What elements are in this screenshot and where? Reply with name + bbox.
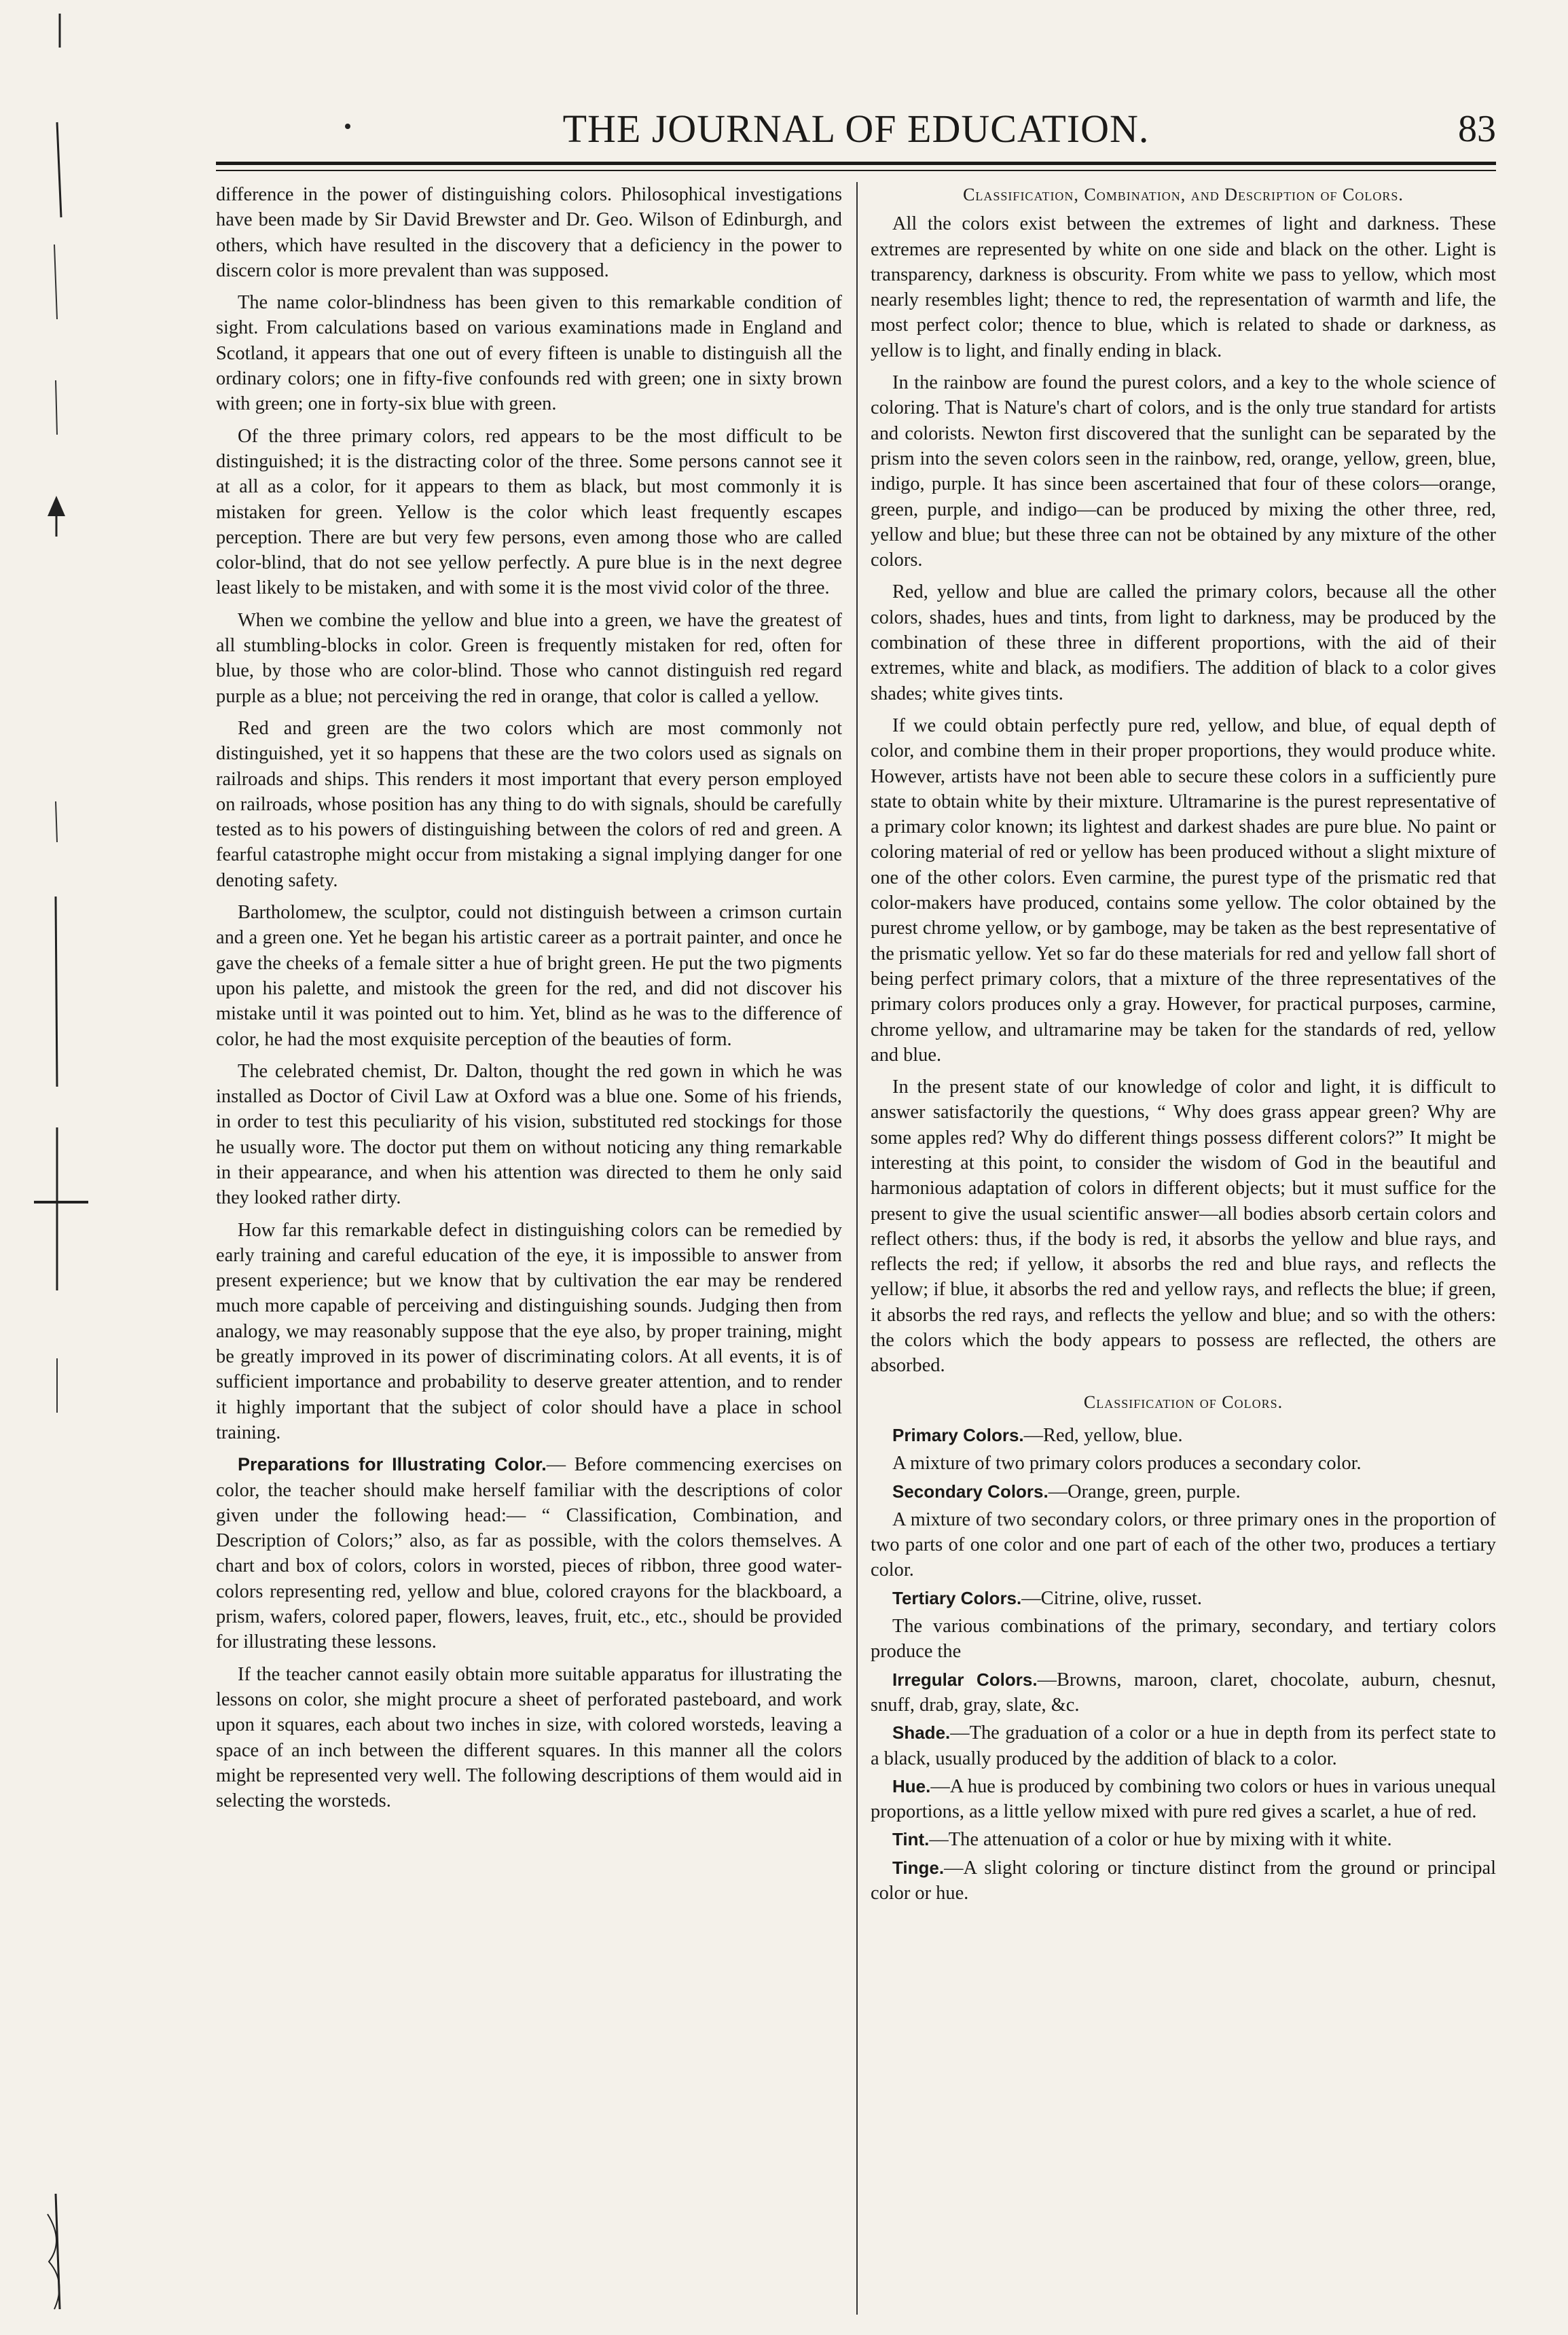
paragraph: Red and green are the two colors which are most commonly not distinguished, yet it so happens that these are the two colors used as signals on railroads and ships. This renders it most important that every person employed on railroads, whose position has any thing to do with signals, should be carefully tested as to his powers of distinguishing between the colors of red and green. A fearful catastrophe might occur from mistaking a signal implying danger for one denoting safety. [216,717,842,891]
paragraph: When we combine the yellow and blue into a green, we have the greatest of all stumbling-blocks in color. Green is frequently mistaken for red, often for blue, by those who are color-blind. Those who cannot distinguish red regard purple as a blue; not perceiving the red in orange, that color is called a yellow. [216,609,842,707]
definition-term: Irregular Colors. [892,1669,1038,1690]
definition-entry [871,1827,1496,1852]
definition-text: —Red, yellow, blue. [1023,1424,1183,1446]
definition-entry [871,1667,1496,1718]
definition-term: Primary Colors. [892,1424,1024,1445]
definition-entry [871,1720,1496,1771]
definition-text: —The attenuation of a color or hue by mixing with it white. [929,1829,1392,1851]
paragraph: Bartholomew, the sculptor, could not distinguish between a crimson curtain and a green one. Yet he began his artistic career as a portrait painter, and once he gave the cheeks of a female sitter a hue of bright green. He put the two pigments upon his palette, and mistook the green for the red, and did not discover his mistake until it was pointed out to him. Yet, blind as he was to the difference of color, he had the most exquisite perception of the beauties of form. [216,902,842,1050]
paragraph: Of the three primary colors, red appears to be the most difficult to be distinguished; it is the distracting color of the three. Some persons cannot see it at all as a color, for it appears to them as black, but most commonly it is mistaken for green. Yellow is the color which least frequently escapes perception. There are but very few persons, even among those who are called color-blind, that do not see yellow perfectly. A pure blue is in the next degree least likely to be mistaken, and with some it is the most vivid color of the three. [216,425,842,599]
definition-entry [871,1586,1496,1611]
definition-text: —A slight coloring or tincture distinct from the ground or principal color or hue. [871,1857,1496,1904]
paragraph: If we could obtain perfectly pure red, yellow, and blue, of equal depth of color, and combine them in their proper proportions, they would produce white. However, artists have not been able to secure these colors in a sufficiently pure state to obtain white by their mixture. Ultramarine is the purest representative of a primary color known; its lightest and darkest shades are pure blue. No paint or coloring material of red or yellow has been produced without a slight mixture of one of the other colors. Even carmine, the purest type of the prismatic red that color-makers have produced, contains some yellow. The color obtained by the purest chrome yellow, or by gamboge, may be taken as the best representative of the prismatic yellow. Yet so far do these materials for red and yellow fall short of being perfect primary colors, that a mixture of the three representatives of the primary colors produces only a gray. However, for practical purposes, carmine, chrome yellow, and ultramarine may be taken for the standards of red, yellow and blue. [871,714,1496,1066]
binding-margin-marks [0,0,156,2335]
definition-entry [871,1479,1496,1504]
page-number: 83 [1458,108,1496,150]
paragraph: difference in the power of distinguishing colors. Philosophical investigations have been made by Sir David Brewster and Dr. Geo. Wilson of Edinburgh, and others, which have resulted in the discovery that a deficiency in the power to discern color is more prevalent than was supposed. [216,184,842,281]
definition-term: Tint. [892,1829,930,1850]
paragraph: In the present state of our knowledge of color and light, it is difficult to answer satisfactorily the questions, “ Why does grass appear green? Why are some apples red? Why do different things possess different colors?” It might be interesting at this point, to consider the wisdom of God in the beautiful and harmonious adaptation of colors in different objects; but it must suffice for the present to give the usual scientific answer—all bodies absorb certain colors and reflect others: thus, if the body is red, it absorbs the yellow and blue rays, and reflects the red; if yellow, it absorbs the red and blue rays, and reflects the yellow; if blue, it absorbs the red and yellow rays, and reflects the blue; if green, it absorbs the red rays, and reflects the yellow and blue; and so with the others: the colors which the body appears to possess are reflected, the others are absorbed. [871,1076,1496,1377]
definition-term: Tertiary Colors. [892,1587,1022,1608]
definition-text: —Orange, green, purple. [1048,1481,1241,1502]
definition-entry [871,1774,1496,1825]
paragraph: The name color-blindness has been given to this remarkable condition of sight. From calculations based on various examinations made in England and Scotland, it appears that one out of every fifteen is unable to distinguish all the ordinary colors; one in fifty-five confounds red with green; one in sixty brown with green; one in forty-six blue with green. [216,292,842,415]
definition-text: —Browns, maroon, claret, chocolate, auburn, chesnut, snuff, drab, gray, slate, &c. [871,1669,1496,1716]
definition-term: Tinge. [892,1857,945,1878]
definition-term: Secondary Colors. [892,1481,1049,1502]
definition-text: —A hue is produced by combining two colors or hues in various unequal proportions, as a little yellow mixed with pure red gives a scarlet, a hue of red. [871,1775,1496,1823]
definition-entry [871,1423,1496,1448]
definition-text: —Citrine, olive, russet. [1021,1587,1202,1609]
paragraph: The celebrated chemist, Dr. Dalton, thought the red gown in which he was installed as Doctor of Civil Law at Oxford was a blue one. Some of his friends, in order to test this peculiarity of his vision, substituted red stockings for those he usually wore. The doctor put them on without noticing any thing remarkable in their appearance, and when his attention was directed to them he only said they looked rather dirty. [216,1060,842,1209]
preparations-heading: Preparations for Illustrating Color. [238,1454,547,1475]
definition-note: The various combinations of the primary, secondary, and tertiary colors produce the [871,1616,1496,1663]
definition-text: —The graduation of a color or a hue in depth from its perfect state to a black, usually produced by the addition of black to a color. [871,1722,1496,1769]
definition-term: Hue. [892,1775,931,1796]
paragraph: All the colors exist between the extremes of light and darkness. These extremes are represented by white on one side and black on the other. Light is transparency, darkness is obscurity. From white we pass to yellow, which most nearly resembles light; thence to red, the representation of warmth and life, the most perfect color; thence to blue, which is related to shade or darkness, as yellow is to light, and finally ending in black. [871,213,1496,361]
running-head: THE JOURNAL OF EDUCATION. [562,107,1150,151]
page-header [216,102,1496,156]
definition-note: A mixture of two primary colors produces a secondary color. [892,1453,1362,1474]
definition-term: Shade. [892,1722,951,1743]
classification-heading: Classification of Colors. [1083,1392,1283,1412]
definition-entry [871,1856,1496,1906]
paragraph: Red, yellow and blue are called the primary colors, because all the other colors, shades, hues and tints, from light to darkness, may be produced by the combination of these three in different proportions, with the aid of their extremes, white and black, as modifiers. The addition of black to a color gives shades; white gives tints. [871,581,1496,704]
column-divider [856,182,858,2315]
definition-note: A mixture of two secondary colors, or three primary ones in the proportion of two parts of one color and one part of each of the other two, produces a tertiary color. [871,1508,1496,1581]
section-heading: Classification, Combination, and Description of Colors. [963,185,1404,204]
preparations-text: — Before commencing exercises on color, the teacher should make herself familiar with the descriptions of color given under the following head:— “ Classification, Combination, and Description of Colors;” also, as far as possible, with the colors themselves. A chart and box of colors, colors in worsted, pieces of ribbon, three good water-colors representing red, yellow and blue, colored crayons for the blackboard, a prism, wafers, colored paper, flowers, leaves, fruit, etc., etc., should be provided for illustrating these lessons. [216,1454,842,1653]
header-rule-thin [216,170,1496,171]
preparations-paragraph [216,1452,842,1654]
left-column [216,182,842,2321]
header-rule-thick [216,162,1496,165]
paragraph: If the teacher cannot easily obtain more suitable apparatus for illustrating the lessons on color, she might procure a sheet of perforated pasteboard, and work upon it squares, each about two inches in size, with colored worsteds, leaving a space of an inch between the different squares. In this manner all the colors might be represented very well. The following descriptions of them would aid in selecting the worsteds. [216,1663,842,1812]
paragraph: In the rainbow are found the purest colors, and a key to the whole science of coloring. That is Nature's chart of colors, and is the only true standard for artists and colorists. Newton first discovered that the sunlight can be separated by the prism into the seven colors seen in the rainbow, red, orange, yellow, green, blue, indigo, purple. It has since been ascertained that four of these colors—orange, green, purple, and indigo—can be produced by mixing the other three, red, yellow and blue; but these three can not be obtained by any mixture of the other colors. [871,372,1496,571]
paragraph: How far this remarkable defect in distinguishing colors can be remedied by early training and careful education of the eye, it is impossible to answer from present experience; but we know that by cultivation the ear may be rendered much more capable of perceiving and distinguishing sounds. Judging then from analogy, we may reasonably suppose that the eye also, by proper training, might be greatly improved in its power of discriminating colors. At all events, it is of sufficient importance and probability to deserve greater attention, and to render it highly important that the subject of color should have a place in school training. [216,1219,842,1443]
right-column [871,182,1496,2321]
